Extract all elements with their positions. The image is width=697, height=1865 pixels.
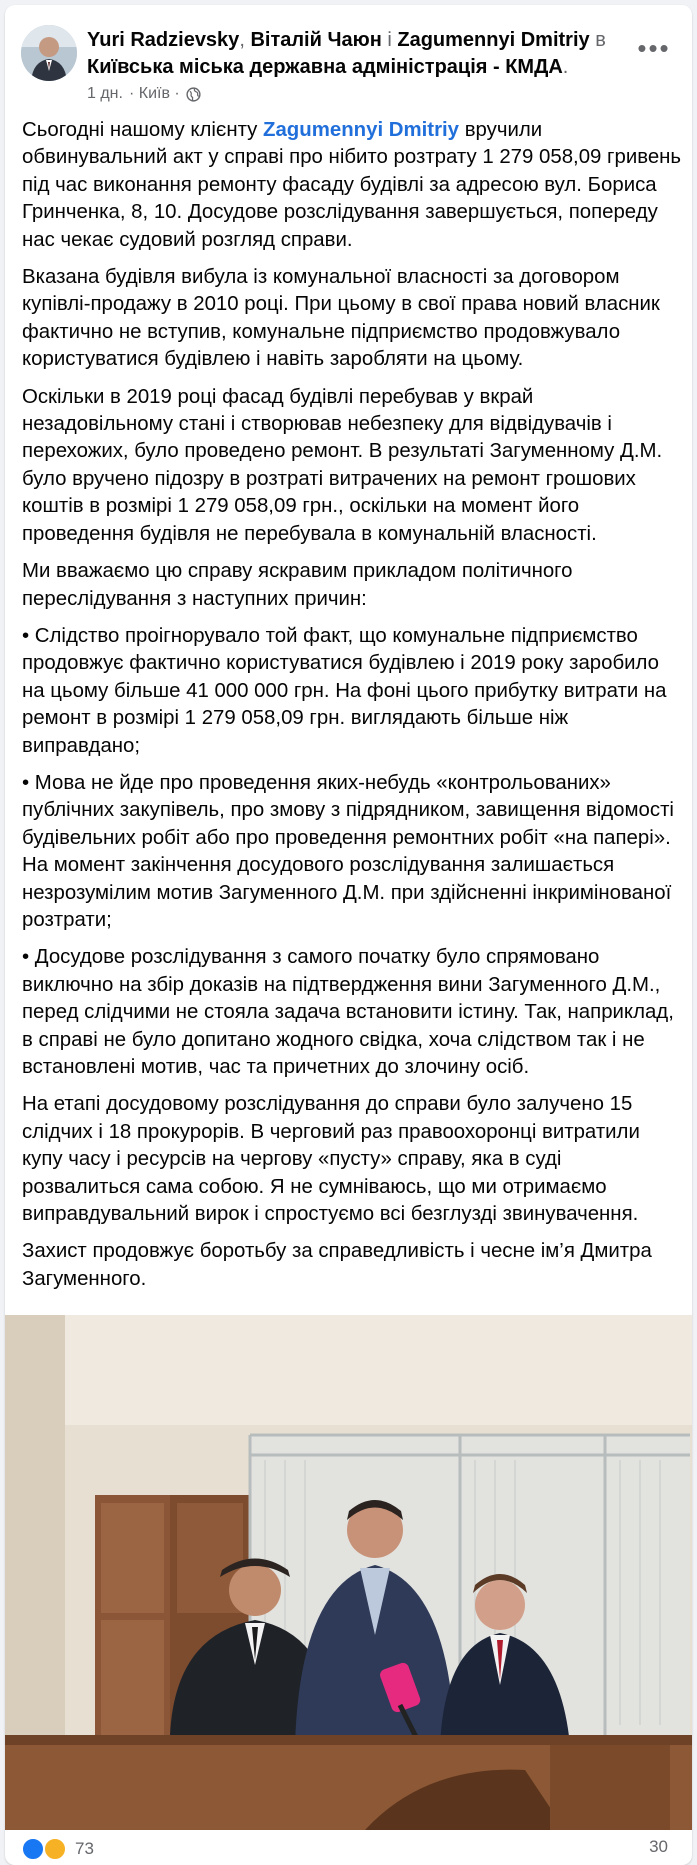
author-link-3[interactable]: Zagumennyi Dmitriy bbox=[397, 29, 590, 51]
paragraph-3: Оскільки в 2019 році фасад будівлі перебував у вкрай незадовільному стані і створював небезпеку для відвідувачів і перехожих, було проведено ремонт. В результаті Загуменному Д.М. було вручено підозру в розтраті витрачених на ремонт грошових коштів в розмірі 1 279 058,09 грн., оскільки на момент його проведення будівля не перебувала в комунальній власності. bbox=[22, 385, 663, 545]
author-separator: і bbox=[381, 29, 398, 51]
paragraph-8: На етапі досудовому розслідування до справи було залучено 15 слідчих і 18 прокурорів. В черговий раз правоохоронці витратили купу часу і ресурсів на чергову «пусту» справу, яка в суді розвалиться сама собою. Я не сумніваюсь, що ми отримаємо виправдувальний вирок і спростуємо всі безглузді звинувачення. bbox=[22, 1093, 640, 1226]
group-preposition: в bbox=[589, 29, 606, 51]
reactions-summary[interactable] bbox=[21, 1837, 94, 1861]
author-link-2[interactable]: Віталій Чаюн bbox=[250, 29, 382, 51]
author-avatar[interactable] bbox=[21, 25, 77, 81]
like-reaction-icon bbox=[21, 1837, 45, 1861]
paragraph-4: Ми вважаємо цю справу яскравим прикладом політичного переслідування з наступних причин: bbox=[22, 560, 573, 610]
author-separator: , bbox=[239, 29, 251, 51]
post-authors bbox=[87, 27, 627, 81]
post-location: · Київ · bbox=[128, 85, 180, 102]
globe-icon[interactable] bbox=[186, 87, 201, 102]
paragraph-1: Сьогодні нашому клієнту Zagumennyi Dmitriy вручили обвинувальний акт у справі про нібито розтрату 1 279 058,09 гривень під час виконання ремонту фасаду будівлі за адресою вул. Бориса Гринченка, 8, 10. Досудове розслідування завершується, попереду нас чекає судовий розгляд справи. bbox=[22, 119, 682, 251]
courtroom-photo-illustration bbox=[5, 1315, 692, 1830]
paragraph-9: Захист продовжує боротьбу за справедливість і чесне ім’я Дмитра Загуменного. bbox=[22, 1240, 652, 1290]
author-link-1[interactable]: Yuri Radzievsky bbox=[87, 29, 240, 51]
reactions-count: 73 bbox=[75, 1839, 94, 1858]
post-meta bbox=[87, 85, 201, 103]
post-card bbox=[5, 5, 692, 1865]
post-body bbox=[22, 117, 682, 1303]
paragraph-5: • Слідство проігнорувало той факт, що комунальне підприємство продовжує фактично користуватися будівлею і 2019 року заробило на цьому більше 41 000 000 грн. На фоні цього прибутку витрати на ремонт в розмірі 1 279 058,09 грн. виглядають більше ніж виправдано; bbox=[22, 624, 667, 757]
paragraph-2: Вказана будівля вибула із комунальної власності за договором купівлі-продажу в 2010 році. При цьому в свої права новий власник фактично не вступив, комунальне підприємство продовжувало користуватися будівлею і навіть заробляти на цьому. bbox=[22, 266, 660, 371]
paragraph-7: • Досудове розслідування з самого початку було спрямовано виключно на збір доказів на підтвердження вини Загуменного Д.М., перед слідчими не стояла задача встановити істину. Так, наприклад, в справі не було допитано жодного свідка, хоча слідством так і не встановлені мотив, час та причетних до злочину осіб. bbox=[22, 946, 674, 1078]
sad-reaction-icon bbox=[43, 1837, 67, 1861]
more-options-button[interactable]: ••• bbox=[637, 33, 671, 63]
mention-link[interactable]: Zagumennyi Dmitriy bbox=[263, 119, 460, 141]
group-link[interactable]: Київська міська державна адміністрація - КМДА bbox=[87, 56, 563, 78]
post-header bbox=[5, 5, 692, 105]
post-photo[interactable] bbox=[5, 1315, 692, 1830]
comments-count[interactable]: 30 bbox=[649, 1837, 668, 1856]
post-timestamp[interactable]: 1 дн. bbox=[87, 85, 123, 102]
paragraph-6: • Мова не йде про проведення яких-небудь «контрольованих» публічних закупівель, про змову з підрядником, завищення відомості будівельних робіт або про проведення ремонтних робіт «на папері». На момент закінчення досудового розслідування залишається незрозумілим мотив Загуменного Д.М. при здійсненні інкримінованої розтрати; bbox=[22, 771, 674, 931]
avatar-icon bbox=[21, 25, 77, 81]
group-end: . bbox=[562, 56, 569, 78]
